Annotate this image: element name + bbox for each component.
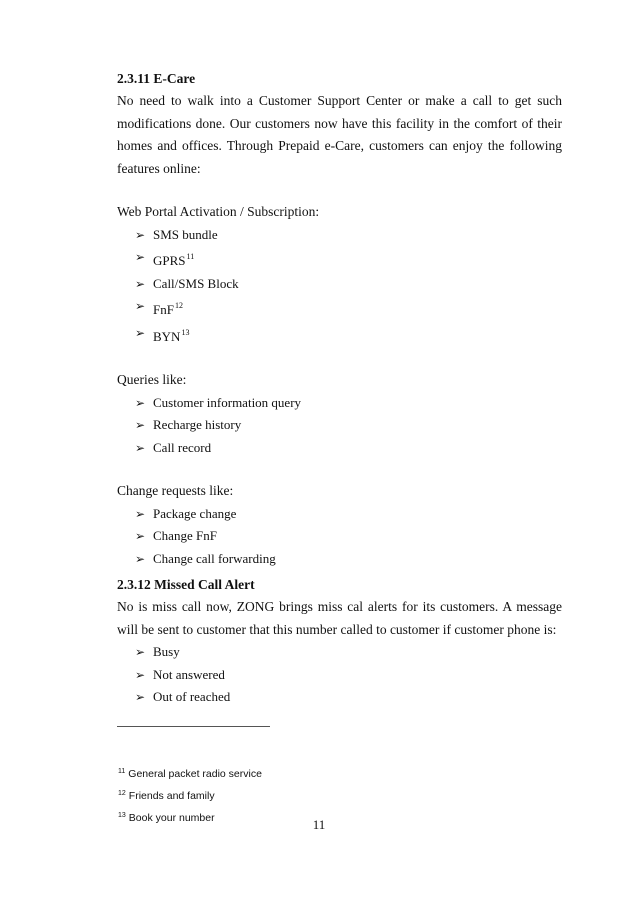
footnote-separator [117, 726, 270, 727]
ecare-intro: No need to walk into a Customer Support Center or make a call to get such modifications done. Our customers now have this facility in the comfort of their homes and offices. Through Prepaid e-Care, customers can enjoy the following features online: [117, 93, 562, 176]
footnote-ref: 11 [186, 252, 195, 261]
arrow-bullet-icon: ➢ [135, 395, 146, 410]
list-item: ➢ Customer information query [135, 392, 562, 415]
ecare-heading: 2.3.11 E-Care [117, 71, 196, 86]
list-item: ➢ Call record [135, 437, 562, 460]
queries-label: Queries like: [117, 372, 187, 387]
list-item: ➢ Not answered [135, 664, 562, 687]
arrow-bullet-icon: ➢ [135, 551, 146, 566]
list-item: ➢ Call/SMS Block [135, 273, 562, 296]
arrow-bullet-icon: ➢ [135, 418, 146, 432]
arrow-bullet-icon: ➢ [135, 250, 146, 264]
footnote-ref: 12 [174, 301, 183, 310]
change-requests-list [117, 503, 562, 571]
footnote-ref: 13 [181, 327, 190, 337]
arrow-bullet-icon: ➢ [135, 276, 146, 291]
arrow-bullet-icon: ➢ [135, 299, 146, 313]
queries-list [117, 392, 562, 460]
footnote: $^{13}$ Book your number [118, 812, 215, 824]
arrow-bullet-icon: ➢ [135, 506, 146, 521]
list-item: ➢ Out of reached [135, 686, 562, 709]
list-item: ➢ Busy [135, 641, 562, 664]
page-number: 11 [312, 817, 326, 832]
list-item: ➢ Change FnF [135, 525, 562, 548]
list-item: ➢ GPRS$^{11}$ [135, 246, 562, 273]
missed-call-list [117, 641, 562, 709]
list-item: ➢ FnF$^{12}$ [135, 295, 562, 322]
arrow-bullet-icon: ➢ [135, 440, 146, 455]
arrow-bullet-icon: ➢ [135, 325, 146, 340]
missed-call-intro: No is miss call now, ZONG brings miss cal alerts for its customers. A message will be sent to customer that this number called to customer if customer phone is: [117, 599, 562, 637]
list-item: ➢ Change call forwarding [135, 548, 562, 571]
footnote: $^{11}$ General packet radio service [118, 768, 262, 780]
list-item: ➢ BYN$^{13}$ [135, 322, 562, 349]
missed-call-heading: 2.3.12 Missed Call Alert [117, 577, 255, 592]
web-portal-label: Web Portal Activation / Subscription: [117, 204, 320, 219]
change-requests-label: Change requests like: [117, 483, 234, 498]
arrow-bullet-icon: ➢ [135, 645, 146, 659]
list-item: ➢ Package change [135, 503, 562, 526]
arrow-bullet-icon: ➢ [135, 690, 146, 704]
arrow-bullet-icon: ➢ [135, 667, 146, 682]
arrow-bullet-icon: ➢ [135, 227, 146, 242]
list-item: ➢ Recharge history [135, 414, 562, 437]
footnote: $^{12}$ Friends and family [118, 790, 215, 802]
document-body [117, 68, 562, 709]
arrow-bullet-icon: ➢ [135, 529, 146, 543]
list-item: ➢ SMS bundle [135, 224, 562, 247]
web-portal-list [117, 224, 562, 349]
